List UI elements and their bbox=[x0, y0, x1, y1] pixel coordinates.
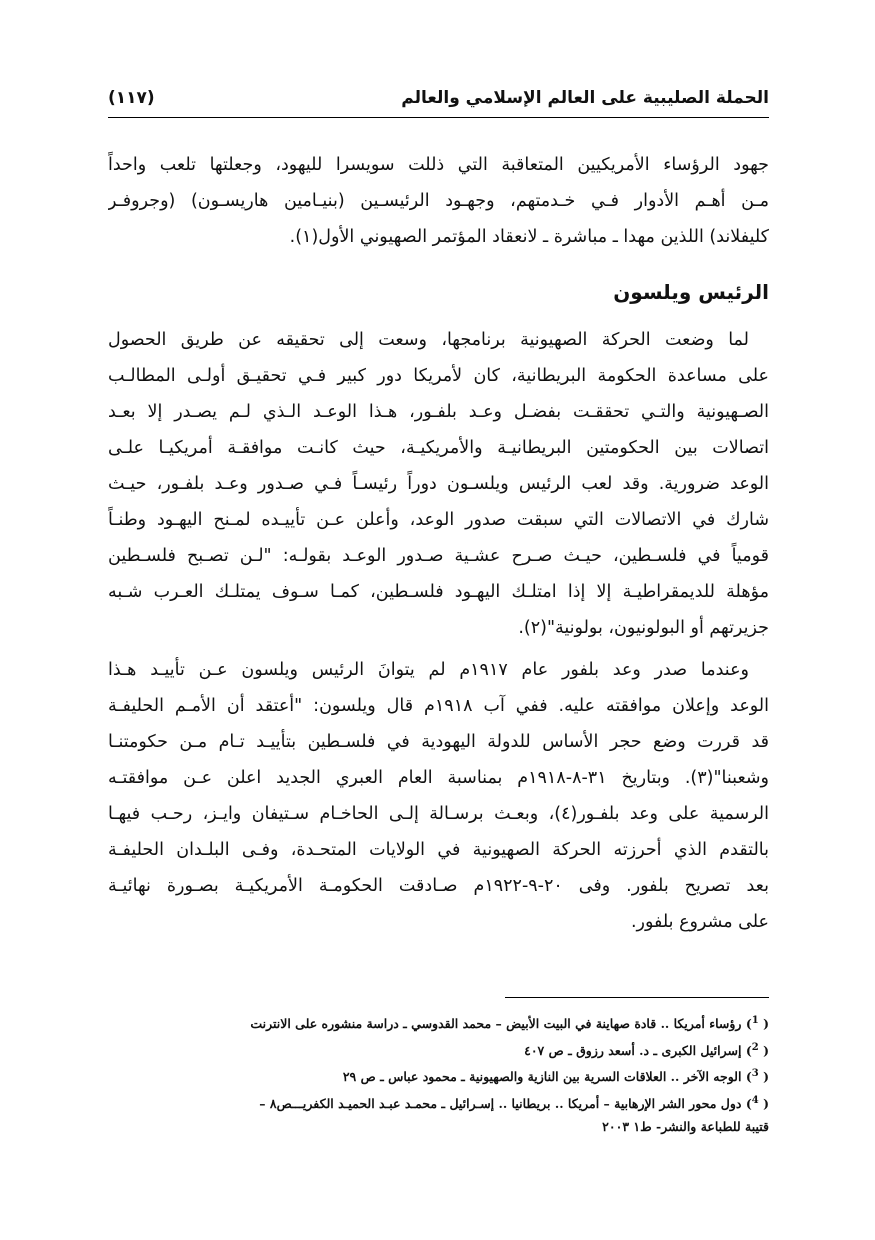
text-line: الوعد ضرورية. وقد لعب الرئيس ويلسـون دوراً رئيسـاً فـي صـدور وعـد بلفـور، حيـث bbox=[108, 474, 769, 494]
footnote-text: دول محور الشر الإرهابية – أمريكا .. بريطانيا .. إسـرائيل ـ محمـد عبـد الحميـد الكفريـــص٨ – bbox=[259, 1095, 742, 1111]
footnote-number: 3 bbox=[751, 1068, 759, 1079]
text-line: وشعبنا"(٣). وبتاريخ ٣١-٨-١٩١٨م بمناسبة العام العبري الجديد اعلن عـن موافقتـه bbox=[108, 768, 769, 788]
footnote-number: 2 bbox=[751, 1041, 759, 1053]
footnote: ( $^1$) رؤساء أمريكا .. قادة صهاينة في البيت الأبيض – محمد القدوسي ـ دراسة منشوره على الانترنت bbox=[250, 1015, 769, 1032]
footnote-text: رؤساء أمريكا .. قادة صهاينة في البيت الأبيض – محمد القدوسي ـ دراسة منشوره على الانترنت bbox=[250, 1016, 742, 1032]
footnote-text: الوجه الآخر .. العلاقات السرية بين النازية والصهيونية ـ محمود عباس ـ ص ٢٩ bbox=[342, 1069, 742, 1085]
footnote: ( $^3$) الوجه الآخر .. العلاقات السرية بين النازية والصهيونية ـ محمود عباس ـ ص ٢٩ bbox=[342, 1068, 769, 1085]
text-line: الرسمية على وعد بلفـور(٤)، وبعـث برسـالة إلـى الحاخـام سـتيفان وايـز، رحـب فيهـا bbox=[108, 804, 769, 824]
footnote-continuation: قتيبة للطباعة والنشر- ط١ ٢٠٠٣ bbox=[602, 1119, 769, 1134]
footnote-separator bbox=[505, 997, 769, 998]
text-line: الصـهيونية والتـي تحققـت بفضـل وعـد بلفـور، هـذا الوعـد الـذي لـم يصـدر إلا بعـد bbox=[108, 402, 769, 422]
paragraph-1 bbox=[108, 147, 769, 255]
text-line: اتصالات بين الحكومتين البريطانيـة والأمريكيـة، حيث كانـت موافقـة أمريكيـا علـى bbox=[108, 438, 769, 458]
paragraph-3 bbox=[108, 652, 769, 940]
text-line: شارك في الاتصالات التي سبقت صدور الوعد، وأعلن عـن تأييـده لمـنح اليهـود وطنـاً bbox=[108, 510, 769, 530]
page-header bbox=[108, 86, 769, 116]
footnote: ( $^4$) دول محور الشر الإرهابية – أمريكا .. بريطانيا .. إسـرائيل ـ محمـد عبـد الحميـد الكفريـــص٨ – bbox=[259, 1094, 769, 1111]
text-line: مؤهلة للديمقراطيـة إلا إذا امتلـك اليهـود فلسـطين، كمـا سـوف يمتلـك العـرب شـبه bbox=[108, 582, 769, 602]
page-number: (١١٧) bbox=[108, 88, 155, 108]
paragraph-2 bbox=[108, 322, 769, 646]
text-line: مـن أهـم الأدوار فـي خـدمتهم، وجهـود الرئيسـين (بنيـامين هاريسـون) (وجروفـر bbox=[108, 191, 769, 211]
text-line: على مشروع بلفور. bbox=[630, 912, 769, 932]
text-line: جهود الرؤساء الأمريكيين المتعاقبة التي ذللت سويسرا لليهود، وجعلتها تلعب واحداً bbox=[108, 155, 769, 175]
text-line: كليفلاند) اللذين مهدا ـ مباشرة ـ لانعقاد المؤتمر الصهيوني الأول(١). bbox=[289, 227, 769, 247]
text-line: وعندما صدر وعد بلفور عام ١٩١٧م لم يتوانَ الرئيس ويلسون عـن تأييـد هـذا bbox=[108, 660, 749, 680]
running-title: الحملة الصليبية على العالم الإسلامي والعالم bbox=[401, 88, 769, 108]
text-line: لما وضعت الحركة الصهيونية برنامجها، وسعت إلى تحقيقه عن طريق الحصول bbox=[108, 330, 749, 350]
text-line: الوعد وإعلان موافقته عليه. ففي آب ١٩١٨م قال ويلسون: "أعتقد أن الأمـم الحليفـة bbox=[108, 696, 769, 716]
footnote-text: إسرائيل الكبرى ـ د. أسعد رزوق ـ ص ٤٠٧ bbox=[524, 1042, 742, 1058]
section-heading: الرئيس ويلسون bbox=[613, 280, 769, 304]
footnote-number: 1 bbox=[751, 1015, 759, 1026]
text-line: بعد تصريح بلفور. وفى ٢٠-٩-١٩٢٢م صـادقت الحكومـة الأمريكيـة بصـورة نهائيـة bbox=[108, 876, 769, 896]
footnotes bbox=[108, 1008, 769, 1141]
text-line: على مساعدة الحكومة البريطانية، كان لأمريكا دور كبير فـي تحقيـق أولـى المطالـب bbox=[108, 366, 769, 386]
text-line: قومياً في فلسـطين، حيـث صـرح عشـية صـدور الوعـد بقولـه: "لـن تصـبح فلسـطين bbox=[108, 546, 769, 566]
text-line: جزيرتهم أو البولونيون، بولونية"(٢). bbox=[518, 618, 769, 638]
header-rule bbox=[108, 117, 769, 118]
text-line: بالتقدم الذي أحرزته الحركة الصهيونية في الولايات المتحـدة، وفـى البلـدان الحليفـة bbox=[108, 840, 769, 860]
footnote-number: 4 bbox=[751, 1094, 759, 1106]
footnote: ( $^2$) إسرائيل الكبرى ـ د. أسعد رزوق ـ ص ٤٠٧ bbox=[524, 1041, 769, 1058]
text-line: قد قررت وضع حجر الأساس للدولة اليهودية في فلسـطين بتأييـد تـام مـن حكومتنـا bbox=[108, 732, 769, 752]
